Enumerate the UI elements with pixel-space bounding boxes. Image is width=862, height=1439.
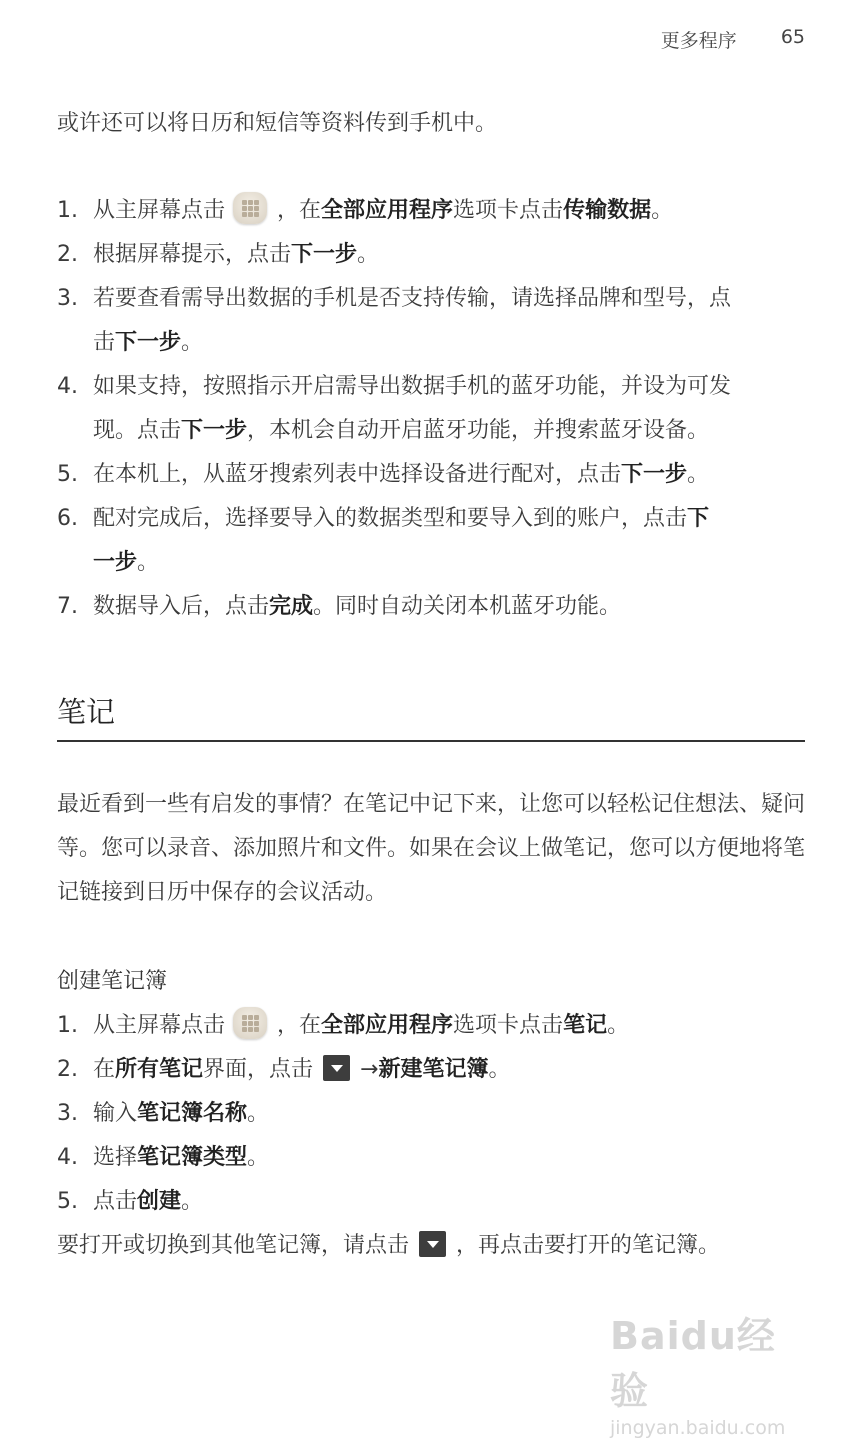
section-title: 笔记 [57,695,116,729]
subheading: 创建笔记簿 [57,969,168,994]
page-header [661,26,805,53]
list-item: 3. 输入笔记簿名称。 [57,1101,270,1126]
all-apps-grid-icon [233,192,267,224]
watermark-logo: Baidu经验 [610,1314,776,1413]
baidu-watermark [610,1305,810,1439]
page-number: 65 [780,26,805,48]
notes-description: 最近看到一些有启发的事情？在笔记中记下来，让您可以轻松记住想法、疑问等。您可以录音、添加照片和文件。如果在会议上做笔记，您可以方便地将笔记链接到日历中保存的会议活动。 [57,792,806,905]
list-item: 2. 根据屏幕提示，点击下一步。 [57,242,380,267]
all-apps-grid-icon [233,1007,267,1039]
notes-steps [57,1004,807,1224]
section-divider [57,740,805,742]
list-item: 7. 数据导入后，点击完成。同时自动关闭本机蓝牙功能。 [57,594,622,619]
menu-dropdown-icon [323,1055,350,1081]
notes-footer: 要打开或切换到其他笔记簿，请点击 ，再点击要打开的笔记簿。 [57,1233,721,1258]
list-item: 1. 从主屏幕点击 ，在全部应用程序选项卡点击笔记。 [57,1004,807,1048]
list-item: 1. 从主屏幕点击 ，在全部应用程序选项卡点击传输数据。 [57,189,807,233]
list-item: 4. 如果支持，按照指示开启需导出数据手机的蓝牙功能，并设为可发 现。点击下一步，本机会自动开启蓝牙功能，并搜索蓝牙设备。 [57,374,732,443]
transfer-steps [57,189,807,629]
list-item: 6. 配对完成后，选择要导入的数据类型和要导入到的账户，点击下 一步。 [57,506,710,575]
list-item: 5. 在本机上，从蓝牙搜索列表中选择设备进行配对，点击下一步。 [57,462,710,487]
list-item: 5. 点击创建。 [57,1189,204,1214]
header-section: 更多程序 [660,30,737,52]
watermark-url: jingyan.baidu.com [610,1417,786,1439]
list-item: 2. 在所有笔记界面，点击 →新建笔记簿。 [57,1057,511,1082]
list-item: 4. 选择笔记簿类型。 [57,1145,270,1170]
list-item: 3. 若要查看需导出数据的手机是否支持传输，请选择品牌和型号，点 击下一步。 [57,286,732,355]
menu-dropdown-icon [419,1231,446,1257]
intro-tail: 或许还可以将日历和短信等资料传到手机中。 [57,111,498,136]
